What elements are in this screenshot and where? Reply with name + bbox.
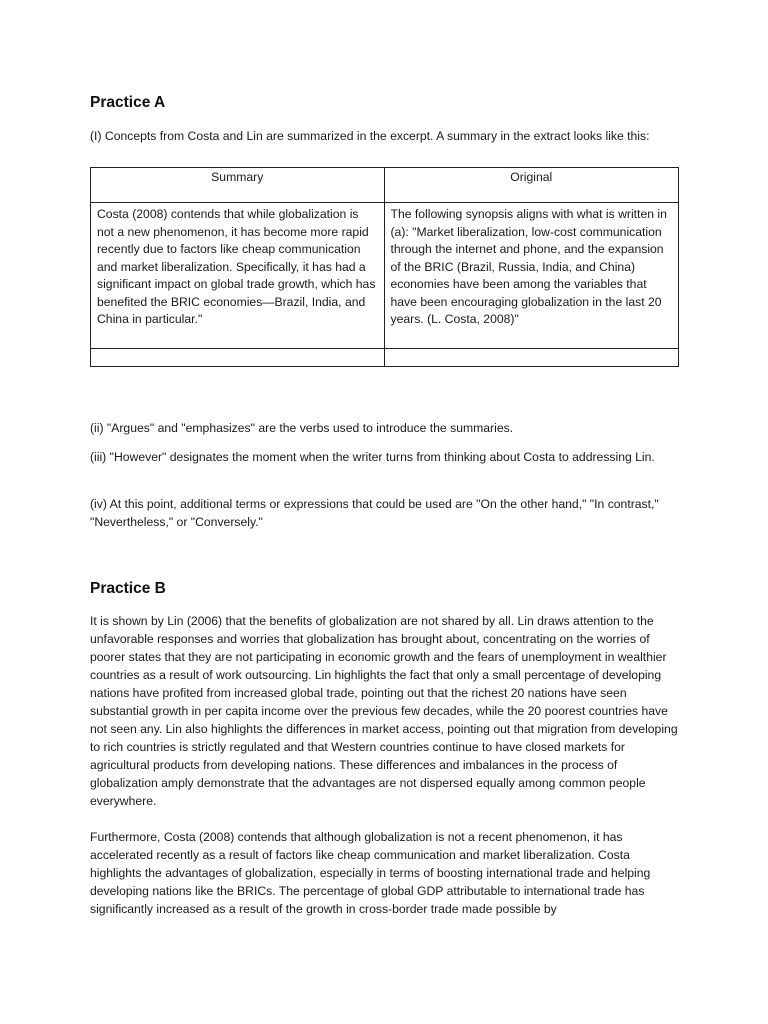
- practice-a-heading: Practice A: [90, 94, 166, 111]
- practice-b-paragraph-1: It is shown by Lin (2006) that the benefits of globalization are not shared by all. Lin draws attention to the unfavorable responses and worries that globalization has brought about, concentrating on the worries of poorer states that they are not participating in economic growth and the fears of unemployment in wealthier countries as a result of work outsourcing. Lin highlights the fact that only a small percentage of developing nations have profited from increased global trade, pointing out that the richest 20 nations have seen substantial growth in per capita income over the previous few decades, while the 20 poorest countries have not seen any. Lin also highlights the differences in market access, pointing out that migration from developing to rich countries is strictly regulated and that Western countries continue to have closed markets for agricultural products from developing nations. These differences and imbalances in the process of globalization amply demonstrate that the advantages are not dispersed equally among common people everywhere.: [90, 614, 678, 808]
- practice-b-heading: Practice B: [90, 580, 166, 597]
- table-cell-empty: [384, 349, 679, 367]
- table-cell-original: The following synopsis aligns with what is written in (a): "Market liberalization, low-cost communication through the internet and phone, and the expansion of the BRIC (Brazil, Russia, India, and China) economies have been among the variables that have been encouraging globalization in the last 20 years. (L. Costa, 2008)": [384, 203, 679, 349]
- point-ii: (ii) "Argues" and "emphasizes" are the verbs used to introduce the summaries.: [90, 421, 514, 435]
- table-header-row: [91, 168, 679, 203]
- table-row: [91, 203, 679, 349]
- table-header-original: Original: [384, 168, 679, 203]
- practice-a-intro: (I) Concepts from Costa and Lin are summarized in the excerpt. A summary in the extract looks like this:: [90, 129, 650, 143]
- practice-b-paragraph-2: Furthermore, Costa (2008) contends that although globalization is not a recent phenomenon, it has accelerated recently as a result of factors like cheap communication and market liberalization. Costa highlights the advantages of globalization, especially in terms of boosting international trade and helping developing nations like the BRICs. The percentage of global GDP attributable to international trade has significantly increased as a result of the growth in cross-border trade made possible by: [90, 830, 651, 916]
- table-cell-summary: Costa (2008) contends that while globalization is not a new phenomenon, it has become more rapid recently due to factors like cheap communication and market liberalization. Specifically, it has had a significant impact on global trade growth, which has benefited the BRIC economies—Brazil, India, and China in particular.": [91, 203, 385, 349]
- point-iii: (iii) "However" designates the moment when the writer turns from thinking about Costa to addressing Lin.: [90, 450, 655, 464]
- summary-original-table: [90, 167, 679, 367]
- table-cell-empty: [91, 349, 385, 367]
- table-row: [91, 349, 679, 367]
- table-header-summary: Summary: [91, 168, 385, 203]
- point-iv: (iv) At this point, additional terms or expressions that could be used are "On the other hand," "In contrast," "Nevertheless," or "Conversely.": [90, 497, 659, 529]
